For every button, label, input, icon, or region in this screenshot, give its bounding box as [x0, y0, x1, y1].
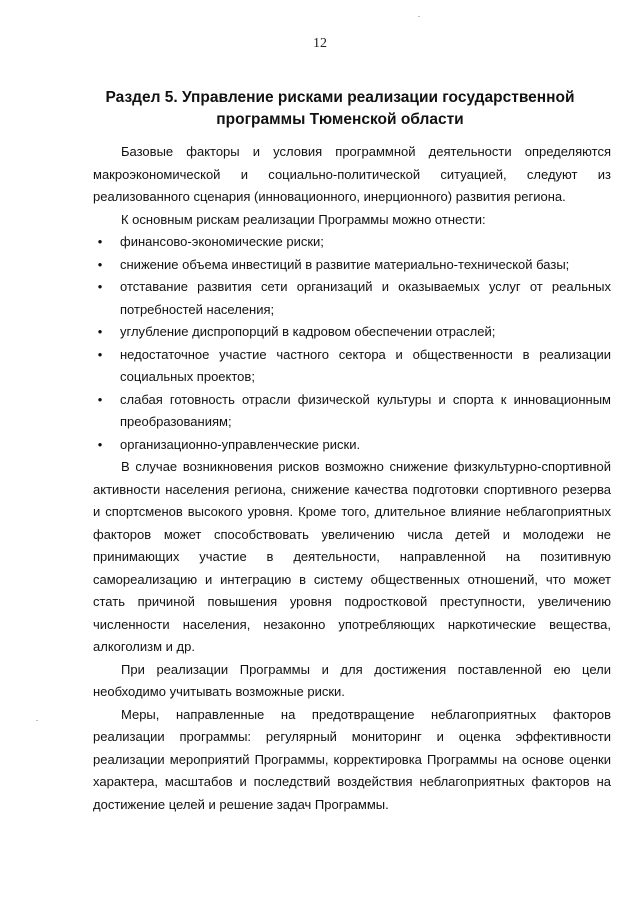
- page-number: 12: [313, 36, 327, 51]
- risk-item-text: финансово-экономические риски;: [120, 234, 324, 249]
- risk-item-text: отставание развития сети организаций и оказываемых услуг от реальных потребностей населения;: [120, 279, 611, 317]
- risk-item: [93, 254, 611, 277]
- section-title-line-1: Раздел 5. Управление рисками реализации государственной: [105, 89, 575, 106]
- bullet-icon: •: [97, 436, 103, 452]
- risk-item-text: снижение объема инвестиций в развитие материально-технической базы;: [120, 256, 570, 272]
- scan-speck: [36, 720, 38, 721]
- paragraph-mitigation-measures: Меры, направленные на предотвращение неблагоприятных факторов реализации программы: регулярный мониторинг и оценка эффективности реализации мероприятий Программы, корректировка Программы на основе оценки характера, масштабов и последствий воздействия неблагоприятных факторов на достижение целей и решение задач Программы.: [93, 706, 611, 812]
- section-body: [93, 141, 611, 816]
- bullet-icon: •: [97, 391, 103, 407]
- scan-speck: [418, 16, 420, 17]
- risk-item-text: углубление диспропорций в кадровом обеспечении отраслей;: [120, 324, 496, 339]
- paragraph-risk-consequences: В случае возникновения рисков возможно снижение физкультурно-спортивной активности населения региона, снижение качества подготовки спортивного резерва и спортсменов высокого уровня. Кроме того, длительное влияние неблагоприятных факторов может способствовать увеличению числа детей и молодежи не принимающих участие в деятельности, направленной на позитивную самореализацию и интеграцию в систему общественных отношений, что может стать причиной повышения уровня подростковой преступности, увеличению численности населения, незаконно употребляющих наркотические вещества, алкоголизм и др.: [93, 459, 611, 654]
- paragraph-risk-consideration: При реализации Программы и для достижения поставленной ею цели необходимо учитывать возможные риски.: [93, 661, 611, 699]
- risks-list: [93, 231, 611, 456]
- bullet-icon: •: [97, 256, 103, 272]
- bullet-icon: •: [97, 324, 103, 339]
- risk-item: [93, 321, 611, 344]
- risk-item: [93, 434, 611, 457]
- section-title-line-2: программы Тюменской области: [216, 111, 464, 128]
- paragraph-base-factors: Базовые факторы и условия программной деятельности определяются макроэкономической и социально-политической ситуацией, следуют из реализованного сценария (инновационного, инерционного) развития региона.: [93, 144, 611, 204]
- bullet-icon: •: [97, 279, 103, 294]
- risk-item-text: недостаточное участие частного сектора и общественности в реализации социальных проектов;: [120, 346, 611, 384]
- bullet-icon: •: [97, 234, 103, 249]
- risk-item: [93, 231, 611, 254]
- risk-item: [93, 344, 611, 389]
- paragraph-main-risks-intro: К основным рискам реализации Программы можно отнести:: [121, 211, 486, 227]
- section-title: [60, 87, 620, 131]
- risk-item: [93, 276, 611, 321]
- risk-item-text: слабая готовность отрасли физической культуры и спорта к инновационным преобразованиям;: [120, 391, 611, 429]
- risk-item: [93, 389, 611, 434]
- bullet-icon: •: [97, 346, 103, 362]
- risk-item-text: организационно-управленческие риски.: [120, 436, 361, 452]
